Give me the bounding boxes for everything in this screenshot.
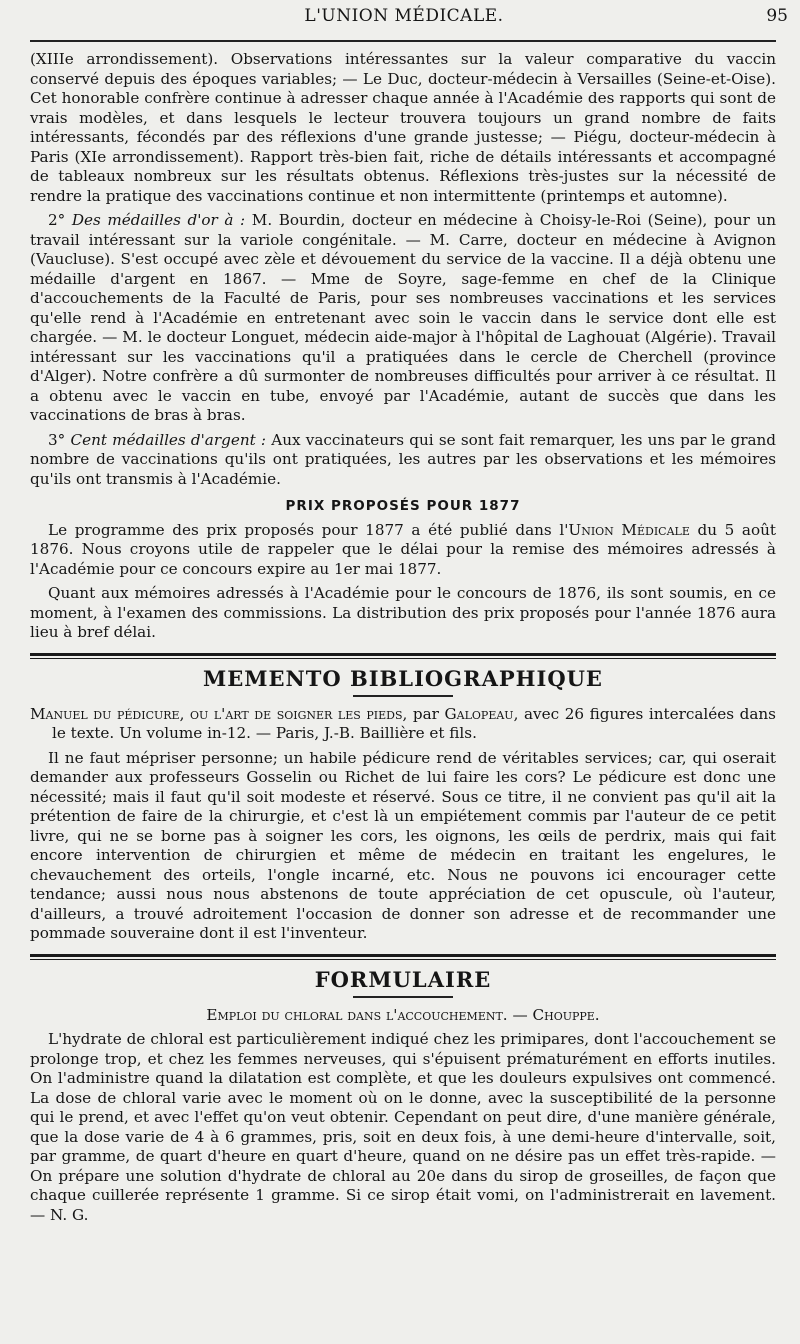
book-author: Galopeau — [444, 704, 514, 723]
section-rule — [30, 653, 776, 659]
item-lead: Cent médailles d'argent : — [70, 430, 267, 449]
item-lead: Des médailles d'or à : — [71, 211, 246, 229]
book-review: Il ne faut mépriser personne; un habile pédicure rend de véritables services; car, qui oserait demander aux professeurs Gosselin ou Richet de lui faire les cors? Le pédicure est donc une nécessité; mais il faut qu'il soit modeste et réservé. Sous ce titre, il ne convient pas qu'il ait la prétention de faire de la chirurgie, et c'est là un empiétement commis par l'auteur de ce petit livre, qui ne se borne pas à soigner les cors, les oignons, les œils de perdrix, mais qui fait encore intervention de chirurgien et même de médecin en traitant les engelures, le chevauchement des orteils, l'ongle incarné, etc. Nous ne pouvons ici encourager cette tendance; aussi nous nous abstenons de toute appréciation de cet opuscule, où l'auteur, d'ailleurs, a trouvé adroitement l'occasion de donner son adresse et de recommander une pommade souveraine dont il est l'inventeur. — [30, 748, 776, 942]
prix-heading: PRIX PROPOSÉS POUR 1877 — [285, 498, 521, 514]
formula-subheading: Emploi du chloral dans l'accouchement. — Chouppe. — [206, 1005, 600, 1024]
journal-title: L'UNION MÉDICALE. — [304, 6, 504, 26]
item-number: 3° — [48, 430, 66, 449]
book-by: par — [407, 704, 445, 723]
item-text: Aux vaccinateurs qui se sont fait remarquer, les uns par le grand nombre de vaccinations qu'ils ont pratiquées, les autres par les observations et les mémoires qu'ils ont transmis à l'Académie. — [30, 430, 777, 488]
page-number: 95 — [766, 6, 788, 26]
heading-underline — [353, 996, 453, 998]
memento-heading: MEMENTO BIBLIOGRAPHIQUE — [203, 665, 603, 691]
journal-name: Union Médicale — [568, 520, 690, 539]
prix-text-before: Le programme des prix proposés pour 1877 a été publié dans l' — [48, 520, 569, 539]
prix-text-after: du 5 août 1876. Nous croyons utile de rappeler que le délai pour la remise des mémoires adressés à l'Académie pour ce concours expire au 1er mai 1877. — [30, 520, 776, 578]
paragraph-prix-programme — [30, 521, 776, 580]
formula-text: L'hydrate de chloral est particulièrement indiqué chez les primipares, dont l'accouchement se prolonge trop, et chez les femmes nerveuses, qui s'épuisent prématurément en efforts inutiles. On l'administre quand la dilatation est complète, et que les douleurs expulsives ont commencé. La dose de chloral varie avec le moment où on le donne, avec la susceptibilité de la personne qui le prend, et avec l'effet qu'on veut obtenir. Cependant on peut dire, d'une manière générale, que la dose varie de 4 à 6 grammes, pris, soit en deux fois, à une demi-heure d'intervalle, soit, par gramme, de quart d'heure en quart d'heure, quand on ne désire pas un effet très-rapide. — On prépare une solution d'hydrate de chloral au 20e dans du sirop de groseilles, de façon que chaque cuillerée représente 1 gramme. Si ce sirop était vomi, on l'administrerait en lavement. — N. G. — [30, 1030, 776, 1224]
paragraph-medailles-argent — [30, 431, 776, 490]
item-number: 2° — [48, 211, 66, 229]
page-content — [30, 50, 776, 1225]
running-head — [20, 6, 788, 30]
bibliography-entry — [30, 705, 776, 744]
formulaire-heading: FORMULAIRE — [314, 966, 492, 992]
heading-underline — [353, 695, 453, 697]
paragraph-prix-memoires: Quant aux mémoires adressés à l'Académie pour le concours de 1876, ils sont soumis, en ce moment, à l'examen des commissions. La distribution des prix proposés pour l'année 1876 aura lieu à bref délai. — [30, 584, 776, 641]
book-details: , avec 26 figures intercalées dans le texte. Un volume in-12. — Paris, J.-B. Baillière et fils. — [52, 704, 776, 742]
section-rule — [30, 954, 776, 960]
item-text: M. Bourdin, docteur en médecine à Choisy-le-Roi (Seine), pour un travail intéressant sur la variole congénitale. — M. Carre, docteur en médecine à Avignon (Vaucluse). S'est occupé avec zèle et dévouement du service de la vaccine. Il a déjà obtenu une médaille d'argent en 1867. — Mme de Soyre, sage-femme en chef de la Clinique d'accouchements de la Faculté de Paris, pour ses nombreuses vaccinations et les services qu'elle rend à l'Académie en entretenant avec soin le vaccin dans le service dont elle est chargée. — M. le docteur Longuet, médecin aide-major à l'hôpital de Laghouat (Algérie). Travail intéressant sur les vaccinations qu'il a pratiquées dans le cercle de Cherchell (province d'Alger). Notre confrère a dû surmonter de nombreuses difficultés pour arriver à ce résultat. Il a obtenu avec le vaccin en tube, envoyé par l'Académie, autant de succès que dans les vaccinations de bras à bras. — [30, 211, 777, 424]
paragraph-medailles-or — [30, 211, 776, 426]
book-title: Manuel du pédicure, ou l'art de soigner les pieds, — [30, 704, 408, 723]
paragraph-arrondissement: (XIIIe arrondissement). Observations intéressantes sur la valeur comparative du vaccin conservé depuis des époques variables; — Le Duc, docteur-médecin à Versailles (Seine-et-Oise). Cet honorable confrère continue à adresser chaque année à l'Académie des rapports qui sont de vrais modèles, et dans lesquels le lecteur trouvera toujours un grand nombre de faits intéressants, fécondés par des réflexions d'une grande justesse; — Piégu, docteur-médecin à Paris (XIe arrondissement). Rapport très-bien fait, riche de détails intéressants et accompagné de tableaux nombreux sur les résultats obtenus. Réflexions très-justes sur la nécessité de rendre la pratique des vaccinations continue et non intermittente (printemps et automne). — [30, 50, 776, 205]
header-rule — [30, 40, 776, 42]
